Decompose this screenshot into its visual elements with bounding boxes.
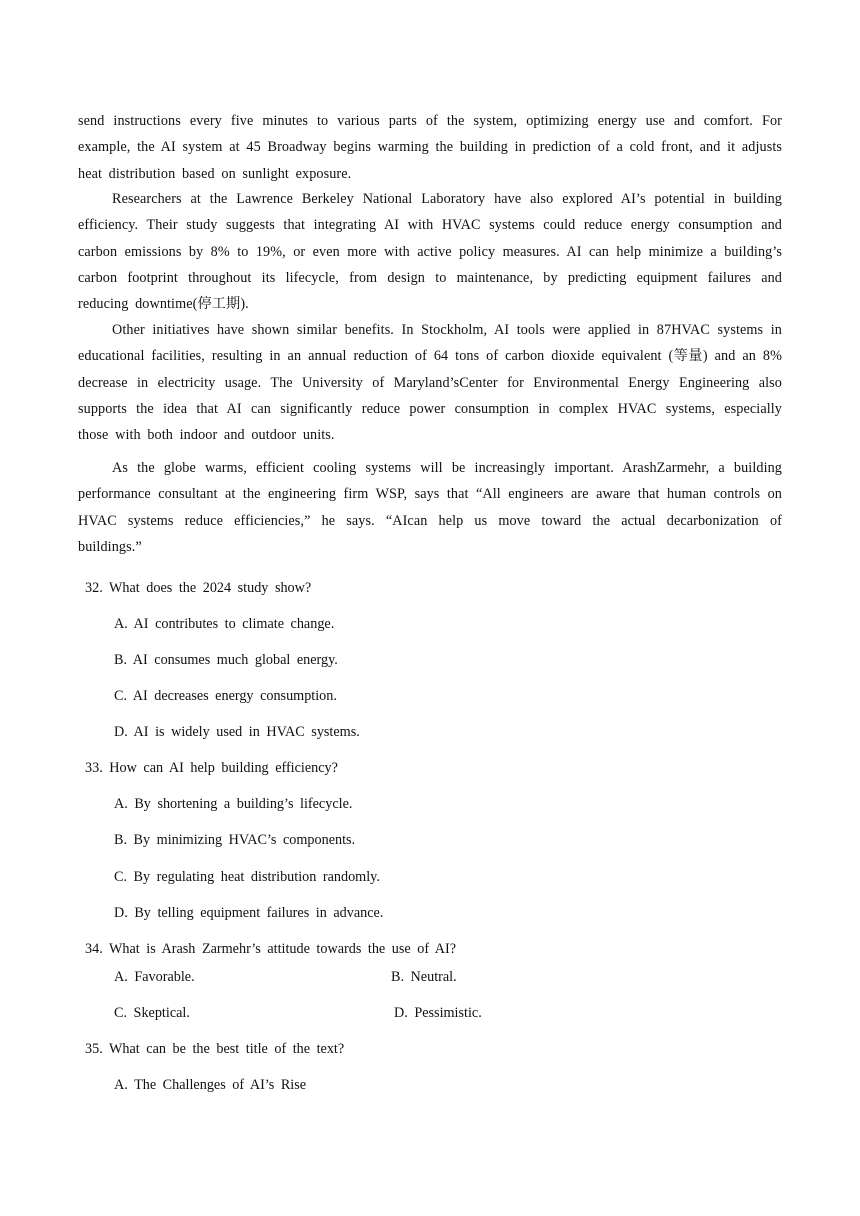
question-35-stem: 35. What can be the best title of the text? [85, 1041, 345, 1057]
question-34-option-a: A. Favorable. [114, 969, 195, 985]
passage-paragraph-4: As the globe warms, efficient cooling systems will be increasingly important. ArashZarmehr, a building performance consultant at the engineering firm WSP, says that “All engineers are aware that human controls on HVAC systems reduce efficiencies,” he says. “AIcan help us move toward the actual decarbonization of buildings.” [78, 460, 782, 555]
question-33-option-b: B. By minimizing HVAC’s components. [114, 832, 356, 848]
passage-paragraph-2: Researchers at the Lawrence Berkeley National Laboratory have also explored AI’s potential in building efficiency. Their study suggests that integrating AI with HVAC systems could reduce energy consumption and carbon emissions by 8% to 19%, or even more with active policy measures. AI can help minimize a building’s carbon footprint throughout its lifecycle, from design to maintenance, by predicting equipment failures and reducing downtime(停工期). [78, 191, 782, 313]
question-35-option-a: A. The Challenges of AI’s Rise [114, 1077, 307, 1093]
question-33-option-a: A. By shortening a building’s lifecycle. [114, 796, 353, 812]
question-34-option-b: B. Neutral. [391, 969, 457, 985]
question-32-stem: 32. What does the 2024 study show? [85, 580, 312, 596]
question-32-option-a: A. AI contributes to climate change. [114, 616, 335, 632]
question-32-option-c: C. AI decreases energy consumption. [114, 688, 337, 704]
question-34-option-c: C. Skeptical. [114, 1005, 190, 1021]
question-34-option-d: D. Pessimistic. [394, 1005, 482, 1021]
question-32-option-d: D. AI is widely used in HVAC systems. [114, 724, 360, 740]
question-32-option-b: B. AI consumes much global energy. [114, 652, 338, 668]
question-34-stem: 34. What is Arash Zarmehr’s attitude towards the use of AI? [85, 941, 457, 957]
passage-paragraph-3: Other initiatives have shown similar benefits. In Stockholm, AI tools were applied in 87HVAC systems in educational facilities, resulting in an annual reduction of 64 tons of carbon dioxide equivalent (等量) and an 8% decrease in electricity usage. The University of Maryland’sCenter for Environmental Energy Engineering also supports the idea that AI can significantly reduce power consumption in complex HVAC systems, especially those with both indoor and outdoor units. [78, 322, 782, 444]
question-33-stem: 33. How can AI help building efficiency? [85, 760, 338, 776]
passage-paragraph-1: send instructions every five minutes to various parts of the system, optimizing energy use and comfort. For example, the AI system at 45 Broadway begins warming the building in prediction of a cold front, and it adjusts heat distribution based on sunlight exposure. [78, 113, 782, 182]
question-33-option-d: D. By telling equipment failures in advance. [114, 905, 384, 921]
question-33-option-c: C. By regulating heat distribution randomly. [114, 869, 380, 885]
